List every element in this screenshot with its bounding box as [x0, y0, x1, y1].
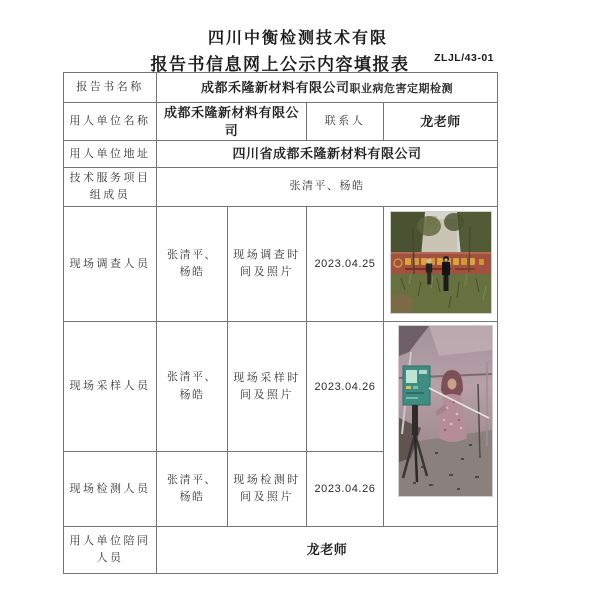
sampling-photo-cell: [384, 322, 498, 527]
report-name-value: [157, 73, 498, 103]
report-name-rest: 职业病危害定期检测: [349, 82, 454, 95]
sampling-date: 2023.04.26: [307, 322, 384, 452]
employer-address-value: 四川省成都禾隆新材料有限公司: [157, 141, 498, 168]
report-name-company: 成都禾隆新材料有限公司: [201, 79, 350, 95]
employer-name-value: 成都禾隆新材料有限公司: [157, 103, 307, 141]
escort-label: 用人单位陪同人员: [64, 527, 157, 574]
contact-label: 联系人: [307, 103, 384, 141]
survey-names: 张清平、杨皓: [157, 207, 228, 322]
team-value: 张清平、杨皓: [157, 168, 498, 207]
contact-value: 龙老师: [384, 103, 498, 141]
site-sampling-photo: [398, 325, 493, 497]
page-title-line2: 报告书信息网上公示内容填报表: [150, 55, 410, 74]
survey-time-label: 现场调查时间及照片: [228, 207, 307, 322]
table-row-report-name: [64, 73, 498, 103]
escort-value: 龙老师: [157, 527, 498, 574]
table-row-sampling: [64, 322, 498, 452]
form-code: ZLJL/43-01: [434, 52, 494, 64]
page-header: [63, 25, 497, 75]
testing-time-label: 现场检测时间及照片: [228, 452, 307, 527]
survey-date: 2023.04.25: [307, 207, 384, 322]
team-label: 技术服务项目组成员: [64, 168, 157, 207]
report-info-table: [63, 72, 498, 574]
report-name-label: 报告书名称: [64, 73, 157, 103]
employer-name-label: 用人单位名称: [64, 103, 157, 141]
testing-date: 2023.04.26: [307, 452, 384, 527]
table-row-survey: [64, 207, 498, 322]
survey-label: 现场调查人员: [64, 207, 157, 322]
page-title-line1: 四川中衡检测技术有限: [207, 30, 388, 47]
employer-address-label: 用人单位地址: [64, 141, 157, 168]
sampling-label: 现场采样人员: [64, 322, 157, 452]
table-row-escort: [64, 527, 498, 574]
testing-label: 现场检测人员: [64, 452, 157, 527]
site-survey-photo: [390, 211, 492, 314]
testing-names: 张清平、杨皓: [157, 452, 228, 527]
table-row-employer-name: [64, 103, 498, 141]
table-row-employer-address: [64, 141, 498, 168]
survey-photo-cell: [384, 207, 498, 322]
table-row-team: [64, 168, 498, 207]
sampling-names: 张清平、杨皓: [157, 322, 228, 452]
sampling-time-label: 现场采样时间及照片: [228, 322, 307, 452]
